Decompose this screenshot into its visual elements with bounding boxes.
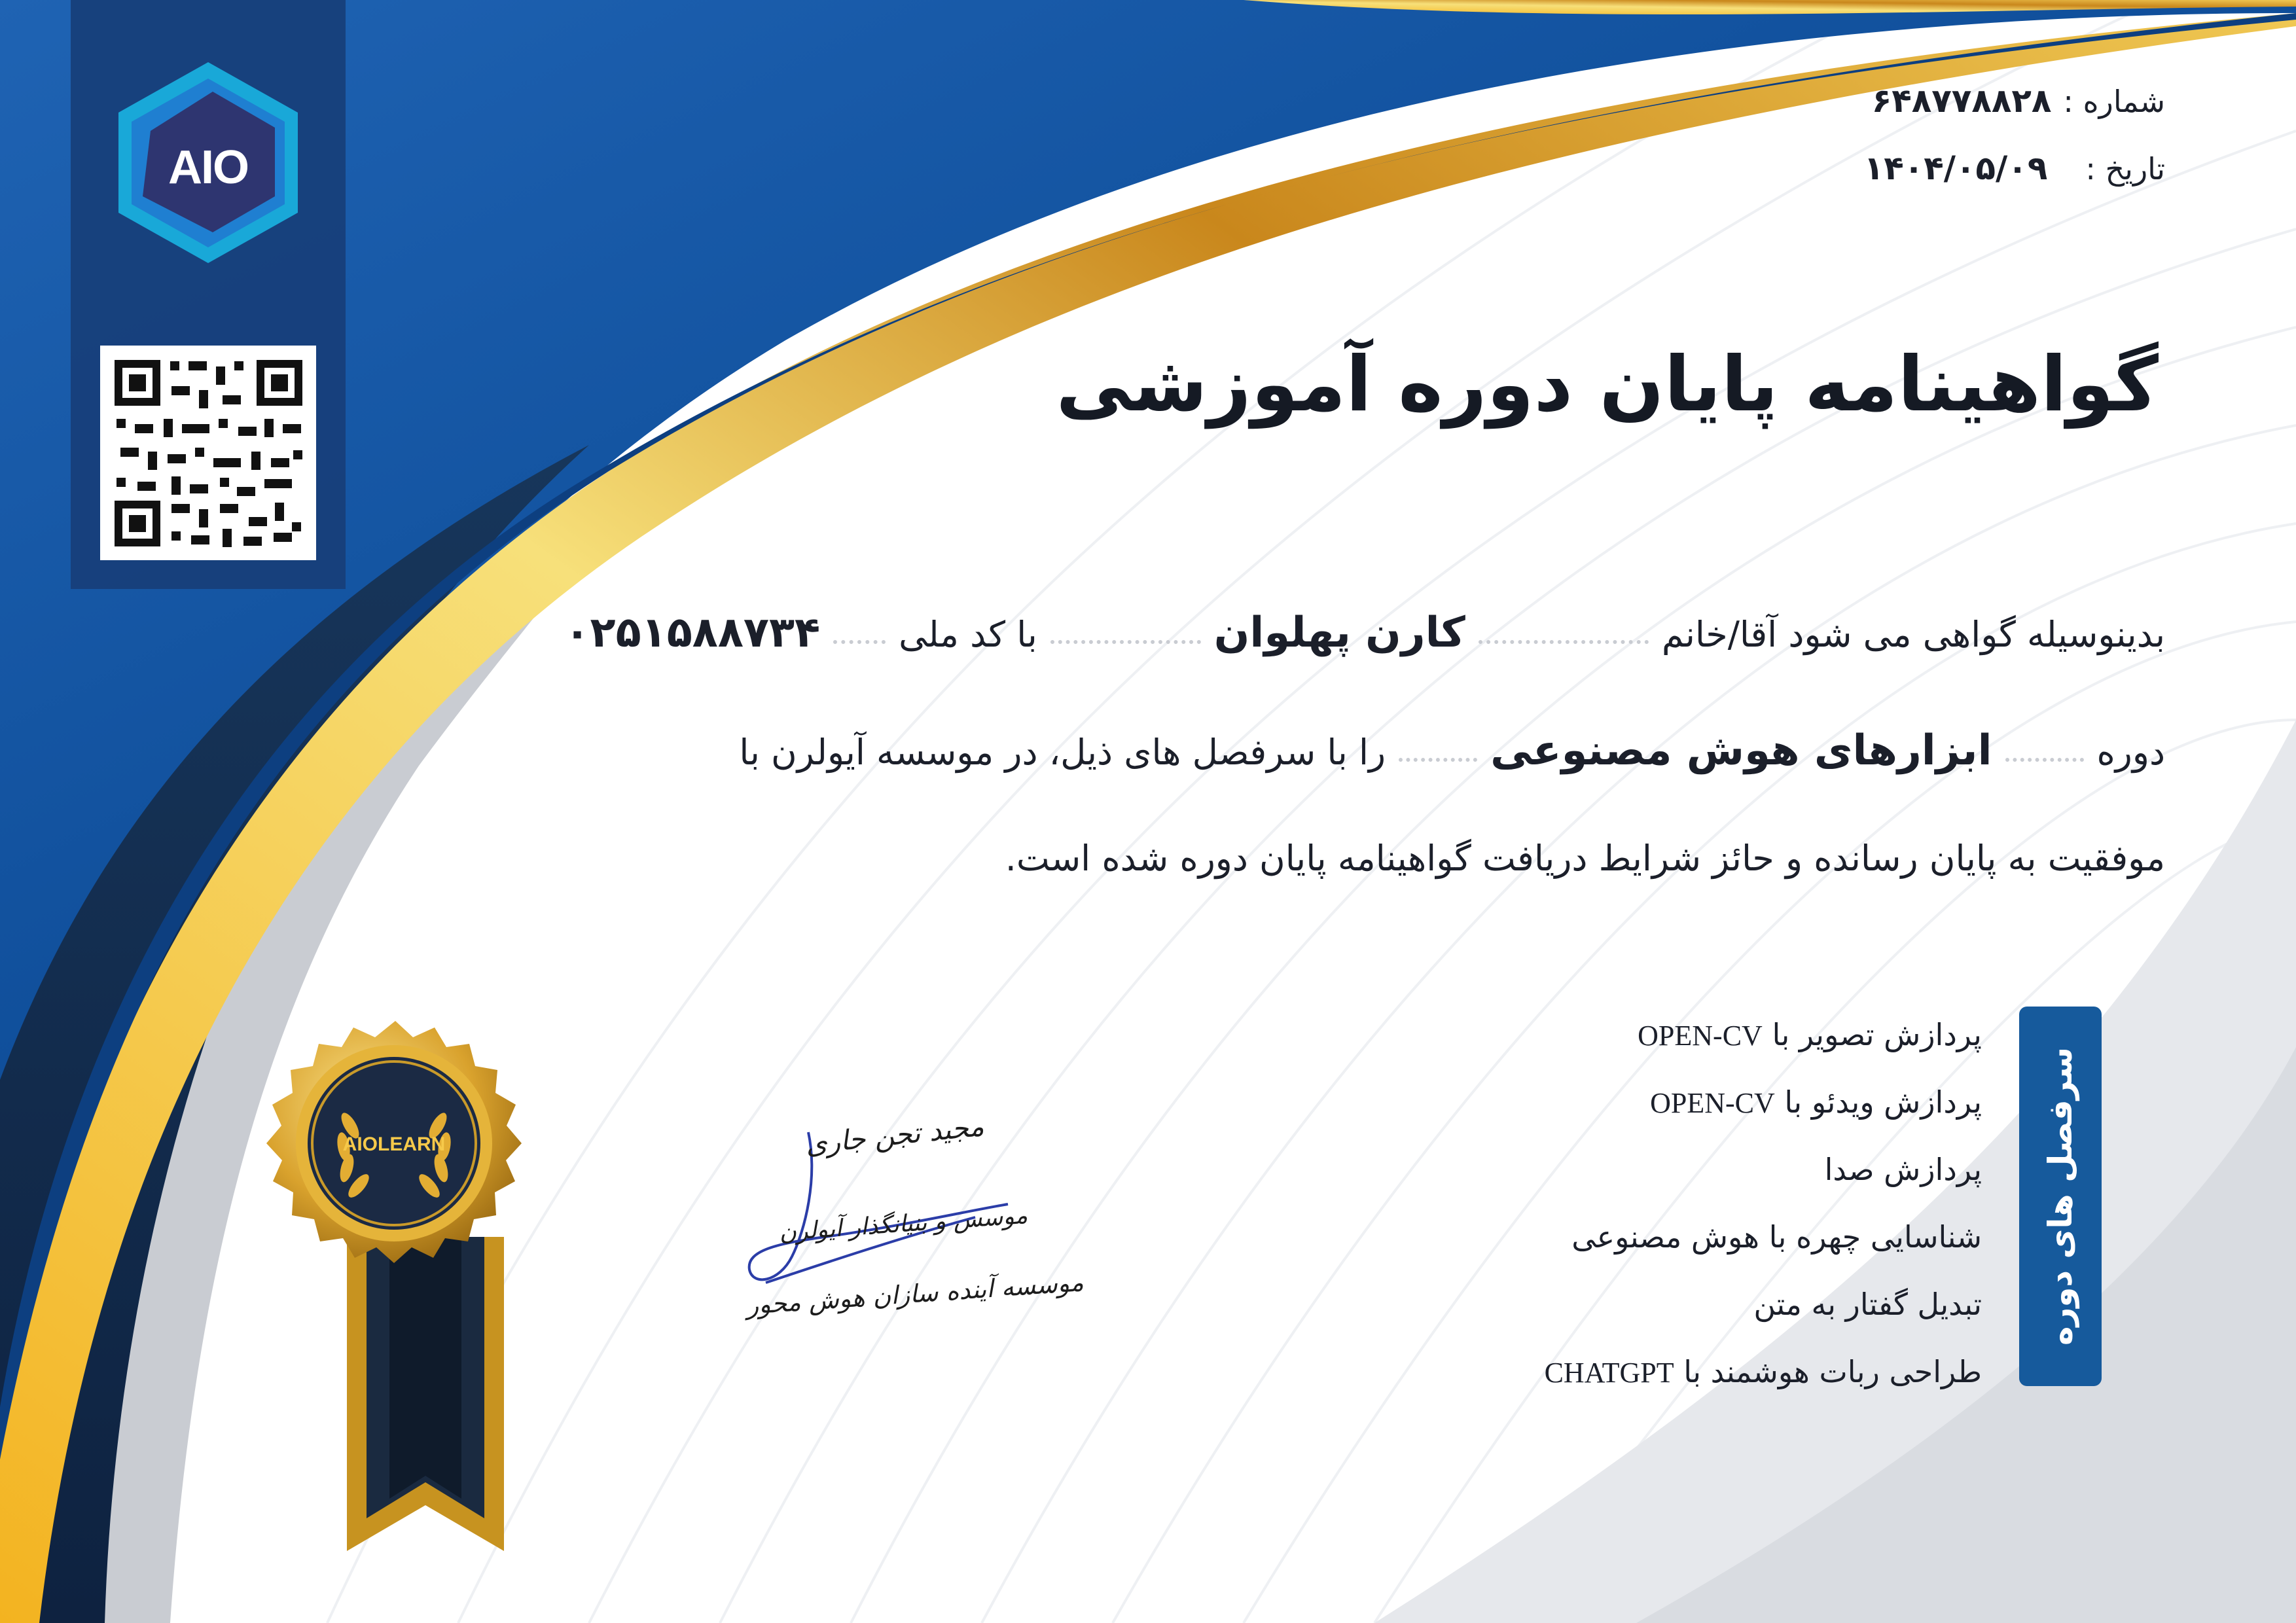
number-value: ۶۴۸۷۷۸۸۲۸ (1871, 82, 2052, 120)
topic-item: پردازش صدا (1824, 1152, 1982, 1187)
dotted-field (1399, 758, 1477, 762)
logo-text: AIO (168, 141, 249, 194)
topic-item: پردازش تصویر با OPEN-CV (1638, 1017, 1982, 1052)
topics-tag-label: سرفصل های دوره (2041, 1046, 2079, 1346)
gold-seal (266, 1021, 522, 1551)
seal-text: AIOLEARN (342, 1133, 446, 1155)
signer-role-1: موسس و بنیانگذار آیولرن (778, 1202, 1029, 1247)
body-line-2 (739, 726, 2165, 775)
national-code: ۰۲۵۱۵۸۸۷۳۴ (564, 609, 821, 657)
signer-name: مجید تجن جاری (804, 1109, 986, 1161)
dotted-field (2005, 758, 2084, 762)
body-line-1 (564, 609, 2165, 657)
topic-item: تبدیل گفتار به متن (1753, 1287, 1982, 1322)
topics-list (1545, 1001, 1982, 1406)
line2-suffix: را با سرفصل های ذیل، در موسسه آیولرن با (739, 732, 1386, 773)
dotted-field (1050, 640, 1201, 644)
certificate-title: گواهینامه پایان دوره آموزشی (1056, 340, 2159, 429)
body-line-3: موفقیت به پایان رسانده و حائز شرایط دریافت گواهینامه پایان دوره شده است. (1005, 838, 2165, 879)
topic-item: شناسایی چهره با هوش مصنوعی (1571, 1219, 1982, 1255)
date-label: تاریخ : (2085, 151, 2165, 187)
topics-tag (2019, 1007, 2102, 1386)
qr-code (100, 346, 316, 560)
line1-intro: بدینوسیله گواهی می شود آقا/خانم (1661, 614, 2165, 655)
number-label: شماره : (2063, 84, 2165, 119)
recipient-name: کارن پهلوان (1213, 609, 1465, 657)
certificate-date (1864, 149, 2165, 187)
topic-item: طراحی ربات هوشمند با CHATGPT (1544, 1354, 1982, 1389)
dotted-field (833, 640, 886, 644)
course-name: ابزارهای هوش مصنوعی (1490, 726, 1992, 775)
topic-item: پردازش ویدئو با OPEN-CV (1650, 1084, 1982, 1120)
date-value: ۱۴۰۴/۰۵/۰۹ (1863, 149, 2048, 187)
signer-role-2: موسسه آینده سازان هوش محور (745, 1268, 1085, 1320)
line2-prefix: دوره (2096, 732, 2165, 773)
dotted-field (1479, 640, 1649, 644)
certificate-number (1872, 82, 2165, 120)
national-code-label: با کد ملی (899, 614, 1037, 655)
